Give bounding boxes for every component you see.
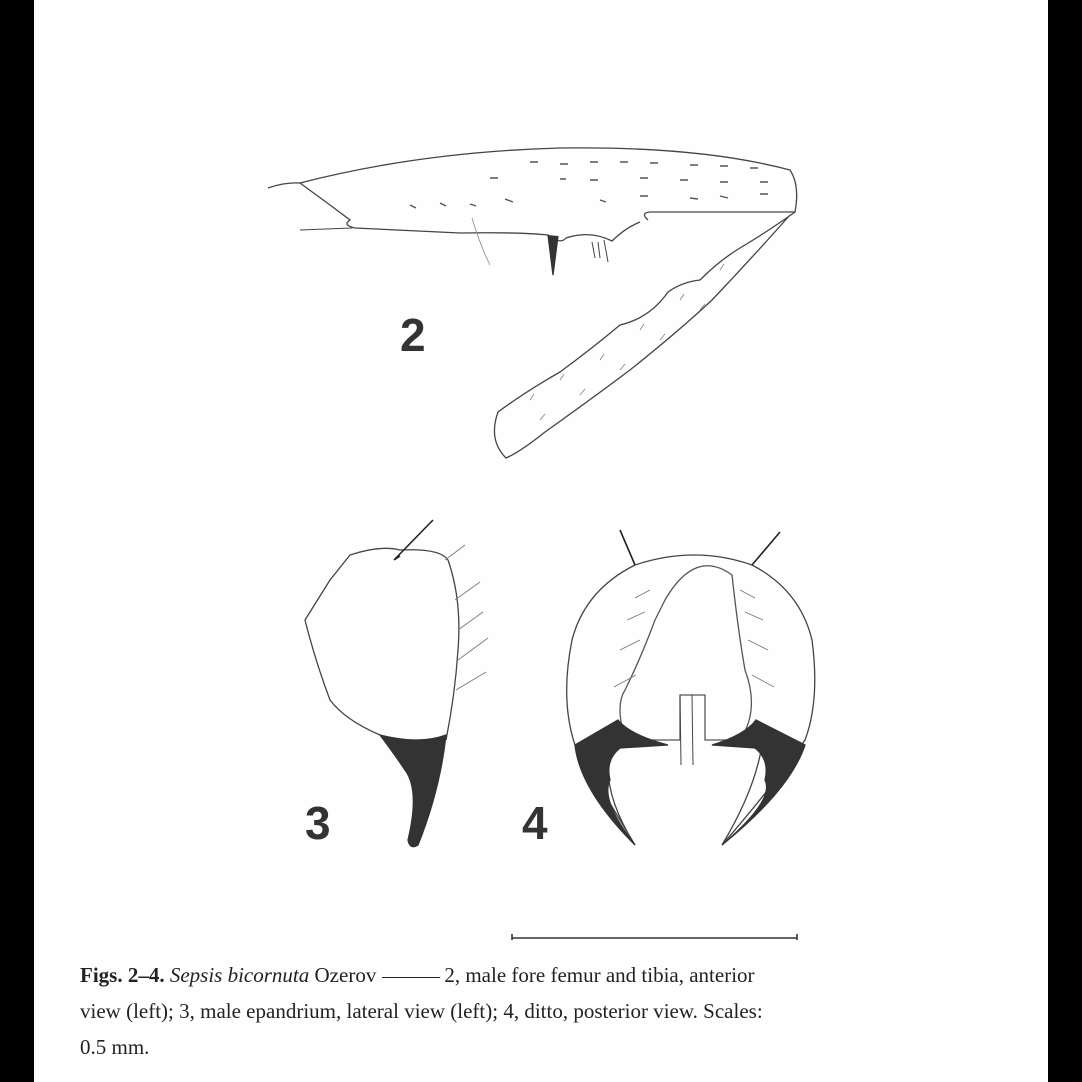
figure-label-3: 3 — [305, 797, 331, 849]
caption-author: Ozerov — [314, 963, 377, 987]
caption-text-line3: 0.5 mm. — [80, 1035, 150, 1059]
femur-drawing — [268, 148, 797, 275]
caption-dash — [382, 977, 440, 978]
caption-figs-label: Figs. 2–4. — [80, 963, 165, 987]
figure-caption — [80, 957, 1015, 1065]
epandrium-posterior-drawing — [567, 530, 815, 845]
caption-species: Sepsis bicornuta — [169, 963, 310, 987]
tibia-drawing — [494, 212, 795, 458]
epandrium-lateral-drawing — [305, 520, 488, 847]
caption-text-line2: view (left); 3, male epandrium, lateral view (left); 4, ditto, posterior view. Scales: — [80, 999, 763, 1023]
caption-text-line1: 2, male fore femur and tibia, anterior — [444, 963, 755, 987]
scale-bar — [512, 934, 797, 940]
figure-label-2: 2 — [400, 309, 426, 361]
figure-label-4: 4 — [522, 797, 548, 849]
